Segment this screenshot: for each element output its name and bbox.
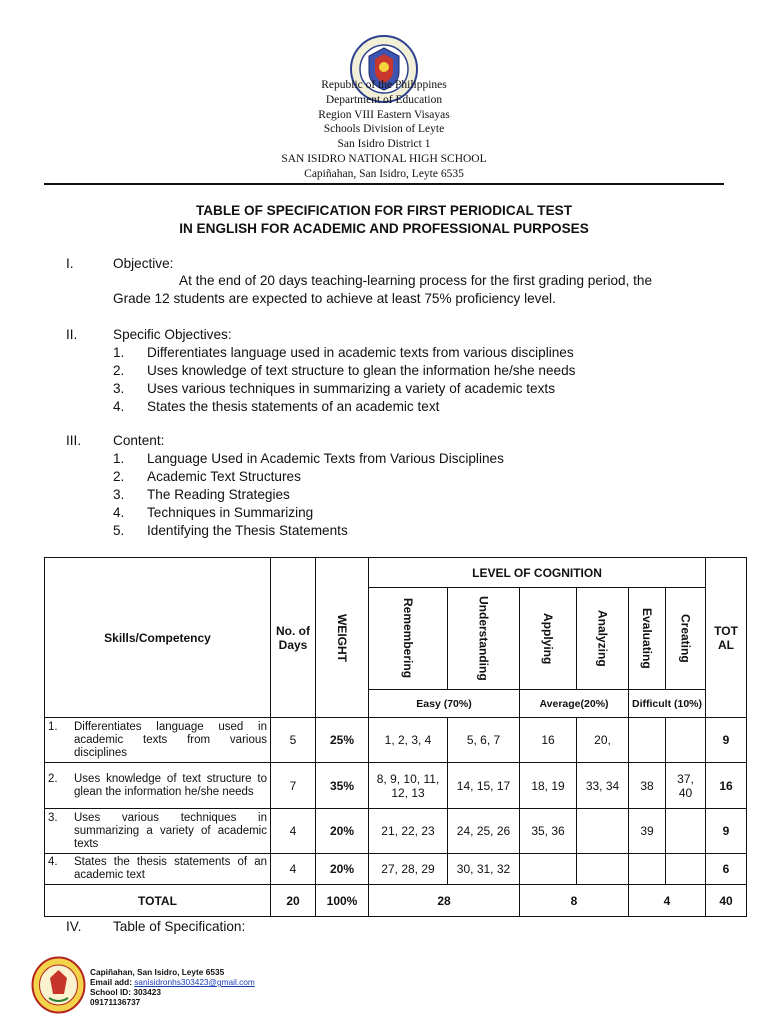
header-line: Capiñahan, San Isidro, Leyte 6535 bbox=[304, 167, 464, 180]
skill-cell: 2. Uses knowledge of text structure to glean the information he/she needs bbox=[45, 763, 271, 809]
section-number: IV. bbox=[66, 919, 82, 934]
header-difficult: Difficult (10%) bbox=[629, 690, 706, 718]
header-understanding: Understanding bbox=[448, 588, 520, 690]
evaluating-cell: 38 bbox=[629, 763, 666, 809]
row-total-cell: 6 bbox=[706, 854, 747, 885]
grand-total: 40 bbox=[706, 885, 747, 917]
understanding-cell: 30, 31, 32 bbox=[448, 854, 520, 885]
analyzing-cell: 33, 34 bbox=[577, 763, 629, 809]
totals-row bbox=[45, 885, 747, 917]
weight-cell: 20% bbox=[316, 809, 369, 854]
weight-cell: 25% bbox=[316, 718, 369, 763]
school-seal-logo bbox=[31, 956, 86, 1014]
footer-phone: 09171136737 bbox=[90, 997, 141, 1007]
list-item: 3. The Reading Strategies bbox=[113, 487, 290, 502]
section-number: II. bbox=[66, 327, 78, 342]
footer-address: Capiñahan, San Isidro, Leyte 6535 bbox=[90, 967, 225, 977]
remembering-cell: 1, 2, 3, 4 bbox=[369, 718, 448, 763]
email-link[interactable]: sanisidronhs303423@gmail.com bbox=[134, 977, 255, 987]
applying-cell: 16 bbox=[520, 718, 577, 763]
header-applying: Applying bbox=[520, 588, 577, 690]
list-item: 3. Uses various techniques in summarizing a variety of academic texts bbox=[113, 381, 555, 396]
days-cell: 5 bbox=[271, 718, 316, 763]
table-row bbox=[45, 854, 747, 885]
title-line-2: IN ENGLISH FOR ACADEMIC AND PROFESSIONAL PURPOSES bbox=[179, 220, 589, 236]
section-heading: Content: bbox=[113, 433, 165, 448]
footer-email-line bbox=[90, 977, 255, 987]
evaluating-cell: 39 bbox=[629, 809, 666, 854]
header-line: Schools Division of Leyte bbox=[323, 123, 445, 136]
specific-objectives-list bbox=[113, 344, 575, 416]
objective-line: Grade 12 students are expected to achieve at least 75% proficiency level. bbox=[113, 290, 556, 306]
row-total-cell: 9 bbox=[706, 809, 747, 854]
header-evaluating: Evaluating bbox=[629, 588, 666, 690]
list-item: 2. Uses knowledge of text structure to glean the information he/she needs bbox=[113, 363, 576, 378]
list-item: 1. Language Used in Academic Texts from Various Disciplines bbox=[113, 451, 504, 466]
skill-cell: 4. States the thesis statements of an academic text bbox=[45, 854, 271, 885]
header-line: Republic of the Philippines bbox=[321, 79, 447, 91]
section-heading: Table of Specification: bbox=[113, 919, 246, 934]
header-level-of-cognition: LEVEL OF COGNITION bbox=[369, 558, 706, 588]
analyzing-cell: 20, bbox=[577, 718, 629, 763]
creating-cell: 37, 40 bbox=[666, 763, 706, 809]
footer-school-id: School ID: 303423 bbox=[90, 987, 162, 997]
objective-line: At the end of 20 days teaching-learning process for the first grading period, the bbox=[179, 273, 653, 288]
footer-contact bbox=[90, 967, 255, 1007]
section-number: III. bbox=[66, 433, 82, 448]
header-days: No. of Days bbox=[271, 558, 316, 718]
creating-cell bbox=[666, 718, 706, 763]
list-item: 1. Differentiates language used in academic texts from various disciplines bbox=[113, 345, 574, 360]
total-label: TOTAL bbox=[45, 885, 271, 917]
table-row bbox=[45, 763, 747, 809]
header-creating: Creating bbox=[666, 588, 706, 690]
title-line-1: TABLE OF SPECIFICATION FOR FIRST PERIODICAL TEST bbox=[195, 203, 573, 218]
weight-cell: 35% bbox=[316, 763, 369, 809]
section-heading: Objective: bbox=[113, 256, 174, 271]
list-item: 4. States the thesis statements of an academic text bbox=[113, 399, 440, 414]
header-total: TOT AL bbox=[706, 558, 747, 718]
days-cell: 7 bbox=[271, 763, 316, 809]
section-heading: Specific Objectives: bbox=[113, 327, 232, 342]
total-easy: 28 bbox=[369, 885, 520, 917]
total-days: 20 bbox=[271, 885, 316, 917]
remembering-cell: 21, 22, 23 bbox=[369, 809, 448, 854]
header-analyzing: Analyzing bbox=[577, 588, 629, 690]
header-line: SAN ISIDRO NATIONAL HIGH SCHOOL bbox=[281, 152, 487, 165]
total-difficult: 4 bbox=[629, 885, 706, 917]
list-item: 5. Identifying the Thesis Statements bbox=[113, 523, 348, 538]
header-average: Average(20%) bbox=[520, 690, 629, 718]
total-weight: 100% bbox=[316, 885, 369, 917]
header-line: Region VIII Eastern Visayas bbox=[318, 108, 450, 121]
applying-cell: 18, 19 bbox=[520, 763, 577, 809]
understanding-cell: 24, 25, 26 bbox=[448, 809, 520, 854]
header-remembering: Remembering bbox=[369, 588, 448, 690]
analyzing-cell bbox=[577, 809, 629, 854]
evaluating-cell bbox=[629, 718, 666, 763]
school-header bbox=[0, 78, 768, 182]
list-item: 2. Academic Text Structures bbox=[113, 469, 301, 484]
creating-cell bbox=[666, 854, 706, 885]
understanding-cell: 5, 6, 7 bbox=[448, 718, 520, 763]
remembering-cell: 27, 28, 29 bbox=[369, 854, 448, 885]
applying-cell bbox=[520, 854, 577, 885]
header-line: Department of Education bbox=[325, 93, 443, 106]
table-row bbox=[45, 718, 747, 763]
header-weight bbox=[316, 558, 369, 718]
applying-cell: 35, 36 bbox=[520, 809, 577, 854]
understanding-cell: 14, 15, 17 bbox=[448, 763, 520, 809]
header-skills: Skills/Competency bbox=[45, 558, 271, 718]
evaluating-cell bbox=[629, 854, 666, 885]
section-number: I. bbox=[66, 256, 74, 271]
remembering-cell: 8, 9, 10, 11, 12, 13 bbox=[369, 763, 448, 809]
content-list bbox=[113, 450, 504, 540]
header-easy: Easy (70%) bbox=[369, 690, 520, 718]
table-row bbox=[45, 809, 747, 854]
weight-label: WEIGHT bbox=[335, 613, 349, 662]
total-average: 8 bbox=[520, 885, 629, 917]
document-title bbox=[0, 202, 768, 237]
objective-paragraph bbox=[113, 272, 713, 307]
header-line: San Isidro District 1 bbox=[337, 138, 431, 151]
header-divider bbox=[44, 183, 724, 185]
analyzing-cell bbox=[577, 854, 629, 885]
row-total-cell: 9 bbox=[706, 718, 747, 763]
weight-cell: 20% bbox=[316, 854, 369, 885]
days-cell: 4 bbox=[271, 809, 316, 854]
row-total-cell: 16 bbox=[706, 763, 747, 809]
list-item: 4. Techniques in Summarizing bbox=[113, 505, 314, 520]
email-label: Email add: bbox=[90, 977, 132, 987]
specification-table bbox=[44, 557, 747, 917]
days-cell: 4 bbox=[271, 854, 316, 885]
creating-cell bbox=[666, 809, 706, 854]
skill-cell: 3. Uses various techniques in summarizing a variety of academic texts bbox=[45, 809, 271, 854]
skill-cell: 1. Differentiates language used in academic texts from various disciplines bbox=[45, 718, 271, 763]
